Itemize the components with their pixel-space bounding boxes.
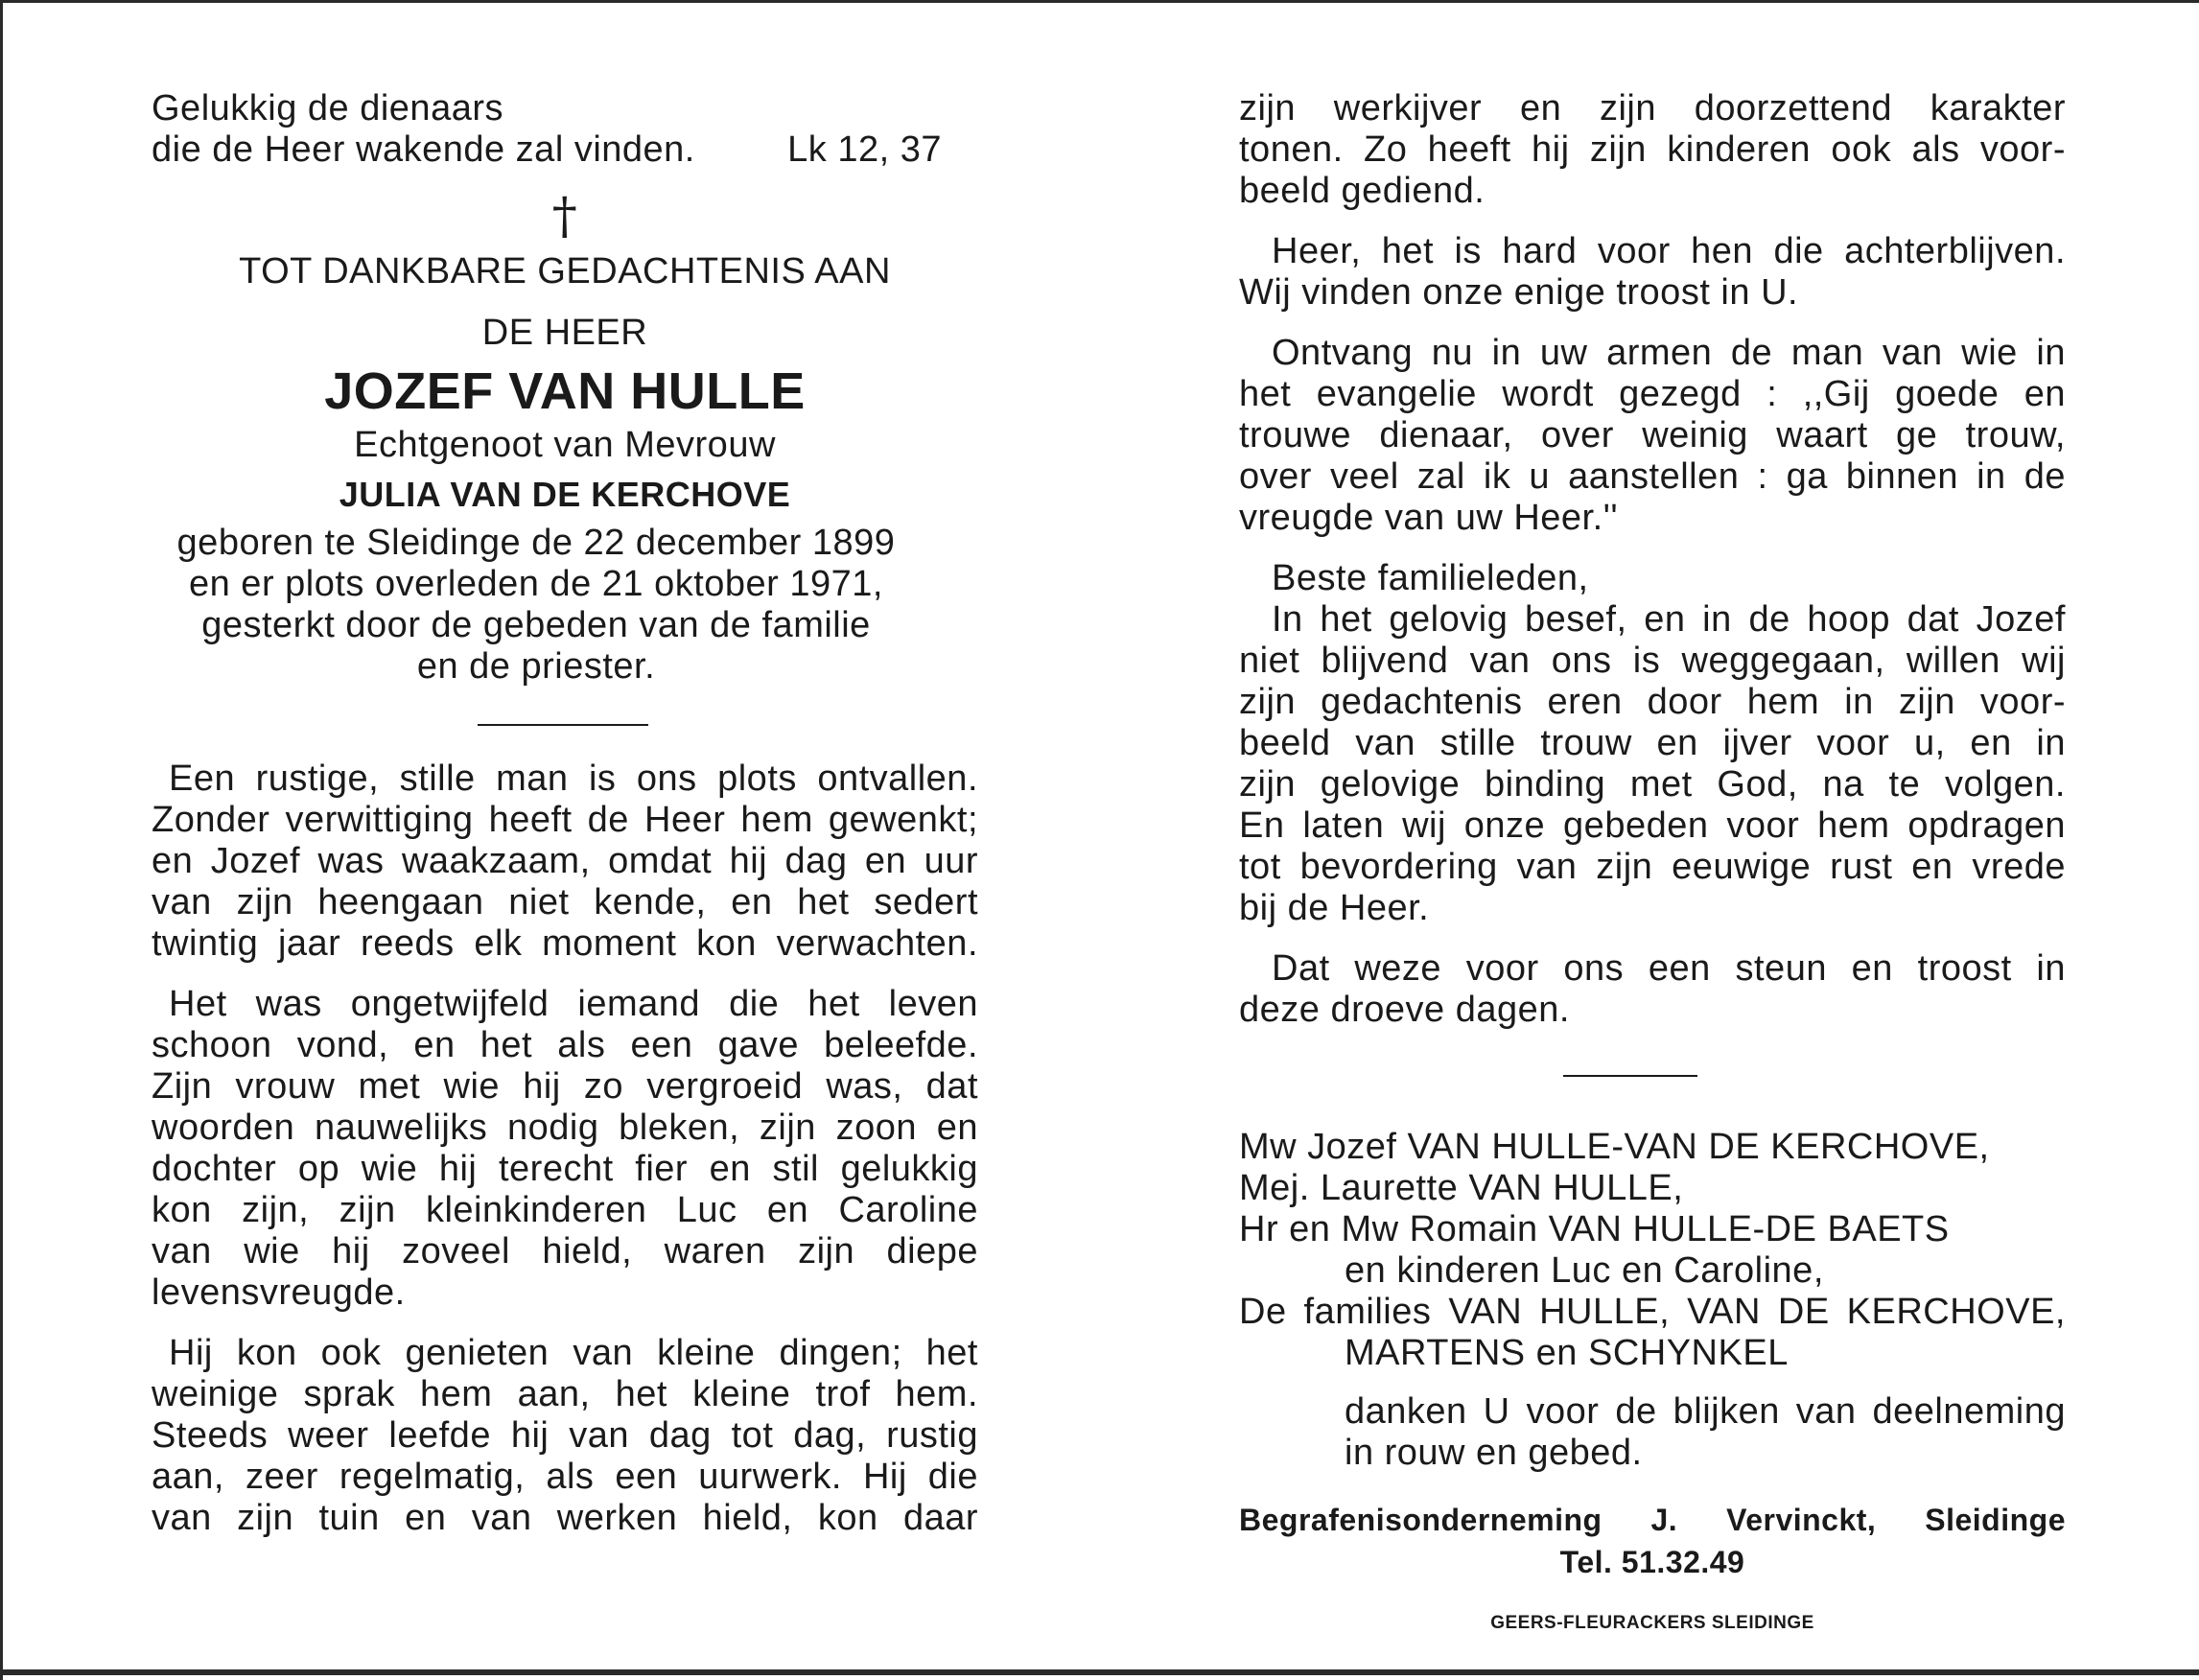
epigraph-reference: Lk 12, 37	[787, 129, 942, 170]
family-line: en kinderen Luc en Caroline,	[1345, 1250, 1824, 1291]
prayer-line: Wij vinden onze enige troost in U.	[1239, 272, 1799, 313]
spouse-name: JULIA VAN DE KERCHOVE	[339, 475, 791, 514]
priest-line: en de priester.	[416, 646, 656, 687]
bottom-edge-rule	[0, 1669, 2199, 1675]
address-line: En laten wij onze gebeden voor hem opdragen	[1239, 805, 2066, 846]
family-signatures	[1239, 1127, 2066, 1474]
eulogy-line: beeld gediend.	[1239, 171, 1485, 211]
prayer-line: trouwe dienaar, over weinig waart ge trouw,	[1239, 415, 2066, 455]
spouse-relation: Echtgenoot van Mevrouw	[354, 425, 776, 465]
eulogy-paragraph-3	[152, 1333, 978, 1539]
strengthened-line: gesterkt door de gebeden van de familie	[201, 605, 871, 645]
eulogy-line: schoon vond, en het als een gave beleefde.	[152, 1025, 978, 1065]
prayer-line: Heer, het is hard voor hen die achterblijven.	[1272, 231, 2066, 271]
eulogy-line: twintig jaar reeds elk moment kon verwachten.	[152, 923, 978, 964]
death-line: en er plots overleden de 21 oktober 1971,	[188, 564, 883, 604]
closing-paragraph	[1239, 948, 2066, 1031]
undertaker-name: Begrafenisonderneming J. Vervinckt, Sleidinge	[1239, 1503, 2066, 1537]
undertaker-phone: Tel. 51.32.49	[1559, 1545, 1745, 1579]
closing-line: Dat weze voor ons een steun en troost in	[1272, 948, 2066, 989]
thanks-line: danken U voor de blijken van deelneming	[1345, 1391, 2066, 1432]
family-line: Hr en Mw Romain VAN HULLE-DE BAETS	[1239, 1209, 1950, 1249]
eulogy-line: weinige sprak hem aan, het kleine trof hem.	[152, 1374, 978, 1414]
eulogy-paragraph-2	[152, 984, 978, 1314]
heading	[152, 251, 978, 354]
life-dates	[152, 523, 978, 688]
address-line: Beste familieleden,	[1272, 558, 1589, 598]
printer-credit: GEERS-FLEURACKERS SLEIDINGE	[1490, 1613, 1814, 1633]
eulogy-line: Steeds weer leefde hij van dag tot dag, rustig	[152, 1415, 978, 1456]
prayer-paragraph-1	[1239, 231, 2066, 314]
epigraph-line-2: die de Heer wakende zal vinden.	[152, 129, 695, 170]
birth-line: geboren te Sleidinge de 22 december 1899	[176, 523, 896, 563]
eulogy-line: van zijn heengaan niet kende, en het sedert	[152, 882, 978, 922]
family-address-paragraph	[1239, 558, 2066, 929]
eulogy-line: zijn werkijver en zijn doorzettend karakter	[1239, 88, 2066, 128]
eulogy-line: van zijn tuin en van werken hield, kon daar	[152, 1498, 978, 1538]
address-line: zijn gelovige binding met God, na te volgen.	[1239, 764, 2066, 805]
prayer-line: Ontvang nu in uw armen de man van wie in	[1272, 333, 2066, 373]
prayer-paragraph-2	[1239, 333, 2066, 539]
eulogy-line: levensvreugde.	[152, 1272, 406, 1313]
eulogy-line: Een rustige, stille man is ons plots ontvallen.	[169, 758, 978, 799]
family-line: De families VAN HULLE, VAN DE KERCHOVE,	[1239, 1292, 2066, 1332]
eulogy-line: dochter op wie hij terecht fier en stil gelukkig	[152, 1149, 978, 1189]
cross-icon: †	[551, 188, 578, 245]
undertaker-block	[1239, 1499, 2066, 1583]
prayer-line: vreugde van uw Heer.''	[1239, 498, 1619, 538]
prayer-line: over veel zal ik u aanstellen : ga binnen in de	[1239, 456, 2066, 497]
eulogy-line: aan, zeer regelmatig, als een uurwerk. Hij die	[152, 1457, 978, 1497]
family-line: Mw Jozef VAN HULLE-VAN DE KERCHOVE,	[1239, 1127, 1990, 1167]
address-line: zijn gedachtenis eren door hem in zijn voor-	[1239, 682, 2066, 722]
eulogy-line: Zijn vrouw met wie hij zo vergroeid was, dat	[152, 1066, 978, 1107]
epigraph	[152, 88, 978, 171]
epigraph-line-1: Gelukkig de dienaars	[152, 88, 503, 128]
prayer-line: het evangelie wordt gezegd : ,,Gij goede en	[1239, 374, 2066, 414]
address-line: tot bevordering van zijn eeuwige rust en vrede	[1239, 847, 2066, 887]
right-page	[1239, 88, 2066, 1635]
family-line: Mej. Laurette VAN HULLE,	[1239, 1168, 1684, 1208]
eulogy-line: tonen. Zo heeft hij zijn kinderen ook als voor-	[1239, 129, 2066, 170]
address-line: niet blijvend van ons is weggegaan, willen wij	[1239, 641, 2066, 681]
eulogy-line: Het was ongetwijfeld iemand die het leven	[169, 984, 978, 1024]
address-line: beeld van stille trouw en ijver voor u, en in	[1239, 723, 2066, 763]
eulogy-paragraph-1	[152, 758, 978, 965]
closing-line: deze droeve dagen.	[1239, 990, 1570, 1030]
eulogy-line: van wie hij zoveel hield, waren zijn diepe	[152, 1231, 978, 1272]
eulogy-line: en Jozef was waakzaam, omdat hij dag en uur	[152, 841, 978, 881]
eulogy-line: woorden nauwelijks nodig bleken, zijn zoon en	[152, 1108, 978, 1148]
divider-left	[478, 724, 648, 726]
epigraph-row	[152, 129, 978, 171]
deceased-name: JOZEF VAN HULLE	[324, 362, 806, 420]
heading-line-2: DE HEER	[481, 313, 648, 353]
family-line: MARTENS en SCHYNKEL	[1345, 1333, 1789, 1373]
address-line: bij de Heer.	[1239, 888, 1430, 928]
eulogy-line: kon zijn, zijn kleinkinderen Luc en Caroline	[152, 1190, 978, 1230]
address-line: In het gelovig besef, en in de hoop dat Jozef	[1272, 599, 2066, 640]
eulogy-line: Zonder verwittiging heeft de Heer hem gewenkt;	[152, 800, 978, 840]
eulogy-continued-1	[1239, 88, 2066, 212]
left-page	[152, 88, 978, 1539]
eulogy-line: Hij kon ook genieten van kleine dingen; het	[169, 1333, 978, 1373]
thanks-line: in rouw en gebed.	[1345, 1433, 1643, 1473]
heading-line-1: TOT DANKBARE GEDACHTENIS AAN	[239, 251, 891, 292]
divider-right	[1563, 1075, 1697, 1077]
